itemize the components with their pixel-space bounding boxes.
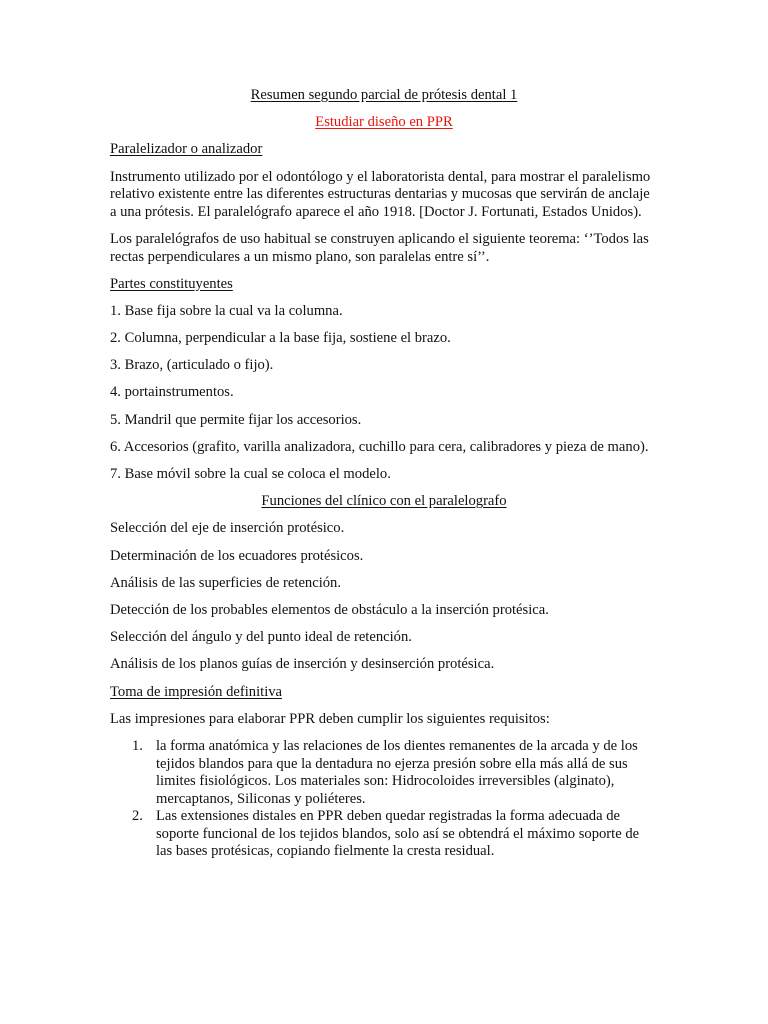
page-title: Resumen segundo parcial de prótesis dental 1 bbox=[250, 87, 518, 103]
list-item: Determinación de los ecuadores protésicos. bbox=[110, 547, 364, 564]
paragraph-definition: Instrumento utilizado por el odontólogo y el laboratorista dental, para mostrar el paralelismo relativo existente entre las diferentes estructuras dentarias y mucosas que servirán de anclaje a una prótesis. El paralelógrafo aparece el año 1918. [Doctor J. Fortunati, Estados Unidos). bbox=[110, 168, 651, 220]
list-item: Detección de los probables elementos de obstáculo a la inserción protésica. bbox=[110, 601, 549, 618]
list-item: 2. Columna, perpendicular a la base fija, sostiene el brazo. bbox=[110, 330, 451, 347]
section-heading-partes: Partes constituyentes bbox=[110, 275, 233, 292]
list-item: 5. Mandril que permite fijar los accesorios. bbox=[110, 411, 362, 428]
list-item: Análisis de las superficies de retención. bbox=[110, 574, 341, 591]
list-item bbox=[110, 738, 658, 808]
paragraph-theorem: Los paralelógrafos de uso habitual se construyen aplicando el siguiente teorema: ‘’Todos las rectas perpendiculares a un mismo plano, son paralelas entre sí’’. bbox=[110, 230, 649, 265]
list-item: Análisis de los planos guías de inserción y desinserción protésica. bbox=[110, 656, 495, 673]
list-number: 2. bbox=[132, 808, 143, 825]
section-heading-impresion: Toma de impresión definitiva bbox=[110, 683, 283, 700]
list-text: la forma anatómica y las relaciones de los dientes remanentes de la arcada y de los tejidos blandos para que la dentadura no ejerza presión sobre ella más allá de sus limites fisiológicos. Los materiales son: Hidrocoloides irreversibles (alginato), mercaptanos, Siliconas y poliéteres. bbox=[156, 737, 638, 807]
list-item: 6. Accesorios (grafito, varilla analizadora, cuchillo para cera, calibradores y pieza de mano). bbox=[110, 438, 649, 455]
list-item bbox=[110, 808, 658, 861]
list-item: 1. Base fija sobre la cual va la columna. bbox=[110, 302, 343, 319]
requirements-list bbox=[110, 738, 658, 861]
list-item: 3. Brazo, (articulado o fijo). bbox=[110, 357, 274, 374]
list-item: 4. portainstrumentos. bbox=[110, 384, 234, 401]
section-heading-funciones: Funciones del clínico con el paralelografo bbox=[261, 493, 507, 510]
list-item: Selección del ángulo y del punto ideal de retención. bbox=[110, 629, 412, 646]
list-text: Las extensiones distales en PPR deben quedar registradas la forma adecuada de soporte funcional de los tejidos blandos, solo así se obtendrá el máximo soporte de las bases protésicas, copiando fielmente la cresta residual. bbox=[156, 808, 640, 860]
list-number: 1. bbox=[132, 737, 143, 754]
list-item: Selección del eje de inserción protésico. bbox=[110, 520, 345, 537]
document-body bbox=[110, 87, 658, 861]
page-subtitle: Estudiar diseño en PPR bbox=[315, 114, 453, 131]
paragraph-requirements-intro: Las impresiones para elaborar PPR deben cumplir los siguientes requisitos: bbox=[110, 710, 550, 727]
section-heading-paralelizador: Paralelizador o analizador bbox=[110, 141, 263, 158]
list-item: 7. Base móvil sobre la cual se coloca el modelo. bbox=[110, 466, 391, 483]
